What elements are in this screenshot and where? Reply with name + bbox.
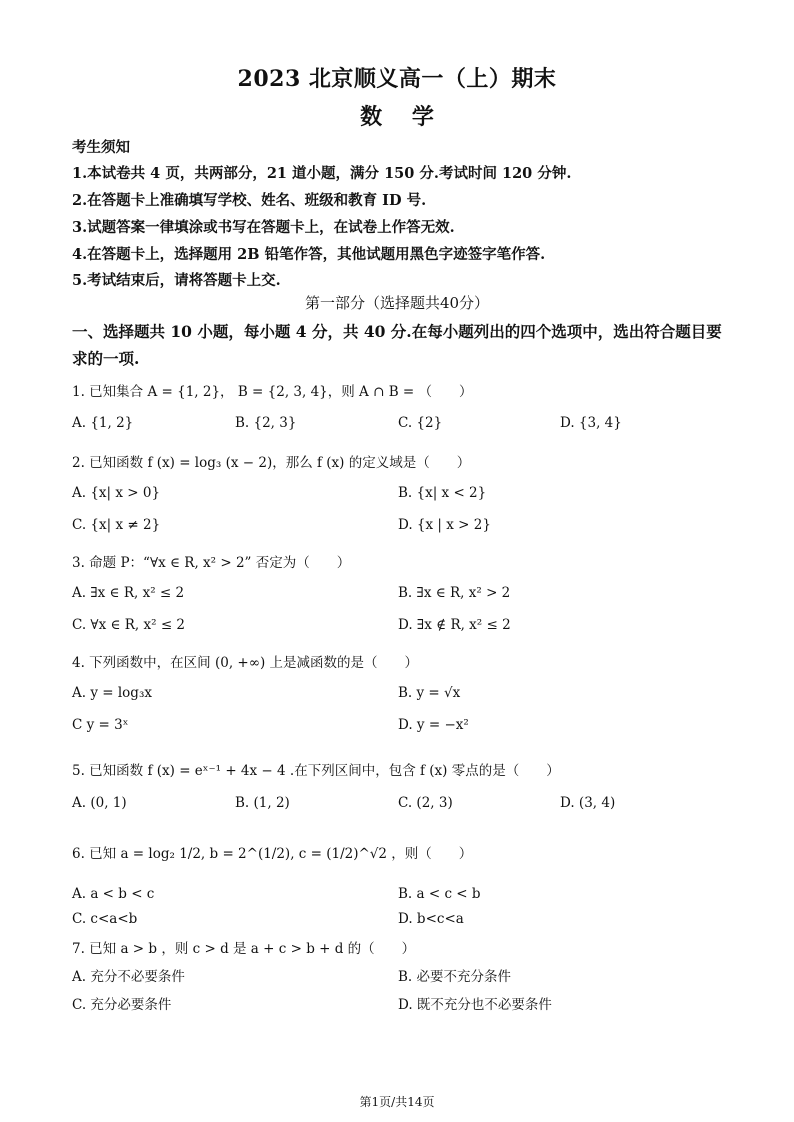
- question-7-option-d: D. 既不充分也不必要条件: [398, 997, 552, 1013]
- question-6-stem: 6. 已知 a = log₂ 1/2, b = 2^(1/2), c = (1/2)^√2 ，则（ ）: [72, 846, 473, 862]
- question-1-stem: 1. 已知集合 A = {1, 2}， B = {2, 3, 4}，则 A ∩ B = （ ）: [72, 384, 473, 400]
- question-4-option-c: C y = 3ˣ: [72, 717, 129, 733]
- question-6-option-b: B. a < c < b: [398, 886, 481, 902]
- question-1-option-c: C. {2}: [398, 415, 443, 431]
- exam-title: 2023 北京顺义高一（上）期末: [237, 66, 557, 92]
- notice-item: 2.在答题卡上准确填写学校、姓名、班级和教育 ID 号.: [72, 192, 427, 209]
- notice-item: 1.本试卷共 4 页，共两部分，21 道小题，满分 150 分.考试时间 120 分钟.: [72, 165, 572, 182]
- question-5-option-c: C. (2, 3): [398, 795, 453, 811]
- question-7-option-b: B. 必要不充分条件: [398, 969, 512, 985]
- question-5-option-d: D. (3, 4): [560, 795, 616, 811]
- question-6-option-c: C. c<a<b: [72, 911, 138, 927]
- notice-item: 5.考试结束后，请将答题卡上交.: [72, 272, 281, 289]
- question-7-stem: 7. 已知 a > b ，则 c > d 是 a + c > b + d 的（ ）: [72, 941, 416, 957]
- question-6-option-a: A. a < b < c: [72, 886, 155, 902]
- section-intro: 一、选择题共 10 小题，每小题 4 分，共 40 分.在每小题列出的四个选项中，选出符合题目要: [72, 322, 722, 341]
- question-5-stem: 5. 已知函数 f (x) = eˣ⁻¹ + 4x − 4 .在下列区间中，包含 f (x) 零点的是（ ）: [72, 763, 560, 779]
- question-2-option-d: D. {x | x > 2}: [398, 517, 491, 533]
- question-3-option-b: B. ∃x ∈ R, x² > 2: [398, 585, 511, 601]
- question-3-option-a: A. ∃x ∈ R, x² ≤ 2: [72, 585, 185, 601]
- question-4-option-b: B. y = √x: [398, 685, 461, 701]
- question-4-option-d: D. y = −x²: [398, 717, 469, 733]
- question-2-option-c: C. {x| x ≠ 2}: [72, 517, 161, 533]
- question-4-option-a: A. y = log₃x: [72, 685, 152, 701]
- exam-subject: 数 学: [360, 104, 434, 130]
- notice-heading: 考生须知: [72, 139, 130, 156]
- question-3-stem: 3. 命题 P：“∀x ∈ R, x² > 2” 否定为（ ）: [72, 555, 351, 571]
- question-1-option-d: D. {3, 4}: [560, 415, 622, 431]
- question-2-option-a: A. {x| x > 0}: [72, 485, 161, 501]
- question-7-option-c: C. 充分必要条件: [72, 997, 172, 1013]
- question-6-option-d: D. b<c<a: [398, 911, 464, 927]
- question-7-option-a: A. 充分不必要条件: [72, 969, 185, 985]
- question-1-option-a: A. {1, 2}: [72, 415, 134, 431]
- question-1-option-b: B. {2, 3}: [235, 415, 297, 431]
- question-5-option-b: B. (1, 2): [235, 795, 290, 811]
- question-3-option-c: C. ∀x ∈ R, x² ≤ 2: [72, 617, 186, 633]
- section-title: 第一部分（选择题共40分）: [304, 294, 490, 312]
- question-4-stem: 4. 下列函数中，在区间 (0, +∞) 上是减函数的是（ ）: [72, 655, 419, 671]
- page-number: 第1页/共14页: [359, 1095, 435, 1109]
- question-5-option-a: A. (0, 1): [72, 795, 127, 811]
- question-2-stem: 2. 已知函数 f (x) = log₃ (x − 2)，那么 f (x) 的定义域是（ ）: [72, 455, 471, 471]
- section-intro-cont: 求的一项.: [72, 349, 140, 368]
- notice-item: 4.在答题卡上，选择题用 2B 铅笔作答，其他试题用黑色字迹签字笔作答.: [72, 246, 546, 263]
- notice-item: 3.试题答案一律填涂或书写在答题卡上，在试卷上作答无效.: [72, 219, 455, 236]
- question-3-option-d: D. ∃x ∉ R, x² ≤ 2: [398, 617, 511, 633]
- question-2-option-b: B. {x| x < 2}: [398, 485, 487, 501]
